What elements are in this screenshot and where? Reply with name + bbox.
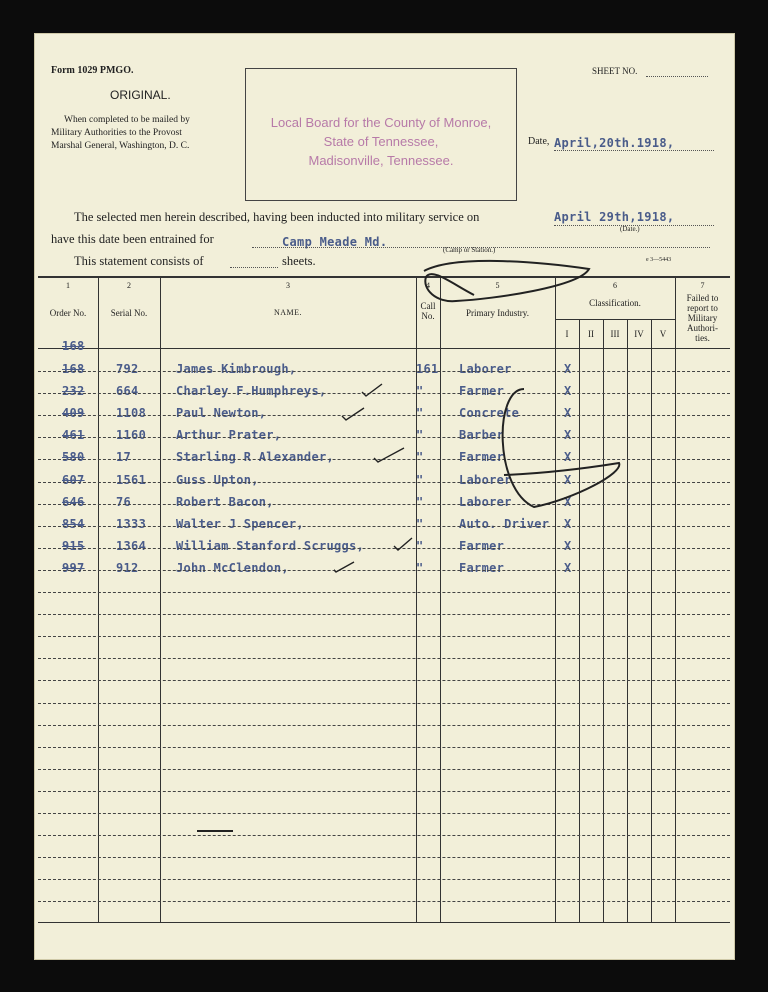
statement-line-1: The selected men herein described, having been inducted into military service on <box>74 210 480 224</box>
row-rule <box>38 879 730 880</box>
header-class-i: I <box>565 329 569 339</box>
classification-i-cell: X <box>564 362 572 376</box>
row-rule <box>38 835 730 836</box>
name-cell: Walter J Spencer, <box>176 516 304 531</box>
row-rule <box>38 747 730 748</box>
primary-industry-cell: Farmer <box>459 450 505 465</box>
col-rule-6d <box>651 319 652 923</box>
call-no-cell: " <box>416 472 424 487</box>
primary-industry-cell: Auto. Driver <box>459 516 550 531</box>
call-no-cell: " <box>416 538 424 553</box>
row-rule <box>38 614 730 615</box>
form-number: Form 1029 PMGO. <box>51 65 134 76</box>
local-board-stamp-box <box>245 68 517 201</box>
check-mark-newton <box>342 408 364 420</box>
name-cell: Guss Upton, <box>176 472 259 487</box>
mail-note-line-3: Marshal General, Washington, D. C. <box>51 141 190 151</box>
header-order-no: Order No. <box>49 308 87 318</box>
form-sheet <box>34 33 735 960</box>
primary-industry-cell: Concrete <box>459 406 520 421</box>
header-class-ii: II <box>588 329 594 339</box>
check-marks <box>334 378 424 578</box>
serial-no-cell: 1333 <box>116 516 147 531</box>
order-no-cell: 461 <box>62 428 85 443</box>
row-rule <box>38 857 730 858</box>
row-rule <box>38 901 730 902</box>
camp-caption: (Camp or Station.) <box>443 246 496 254</box>
ink-dash-mark <box>197 830 233 832</box>
col-number-1: 1 <box>66 281 70 290</box>
print-code: e 3—5443 <box>646 257 672 263</box>
handwritten-scribble <box>414 259 634 519</box>
primary-industry-cell: Farmer <box>459 538 505 553</box>
header-serial-no: Serial No. <box>110 308 148 318</box>
order-no-cell: 580 <box>62 450 85 465</box>
date-value: April,20th.1918, <box>554 136 675 150</box>
call-no-cell: " <box>416 406 424 421</box>
check-mark-humphreys <box>362 384 382 396</box>
classification-i-cell: X <box>564 538 572 553</box>
primary-industry-cell: Farmer <box>459 384 505 399</box>
header-failed-3: Military <box>687 313 718 323</box>
header-failed-5: ties. <box>695 333 710 343</box>
header-class-iii: III <box>610 329 620 339</box>
col-number-7: 7 <box>700 281 705 290</box>
row-rule <box>38 791 730 792</box>
header-failed-2: report to <box>687 303 718 313</box>
header-name: NAME. <box>273 308 303 317</box>
call-no-cell: " <box>416 450 424 465</box>
serial-no-cell: 1561 <box>116 472 147 487</box>
order-no-cell: 607 <box>62 472 85 487</box>
order-no-cell: 646 <box>62 494 85 509</box>
classification-i-cell: X <box>564 516 572 531</box>
call-no-cell: " <box>416 384 424 399</box>
header-class-iv: IV <box>634 329 644 339</box>
serial-no-cell: 1160 <box>116 428 147 443</box>
classification-i-cell: X <box>564 406 572 421</box>
induction-date: April 29th,1918, <box>554 210 675 224</box>
stamp-line-2: State of Tennessee, <box>323 134 439 149</box>
classification-i-cell: X <box>564 450 572 465</box>
sheets-suffix: sheets. <box>282 254 316 268</box>
header-call-no-1: Call <box>420 301 436 311</box>
header-primary-industry: Primary Industry. <box>466 308 529 318</box>
serial-no-cell: 76 <box>116 494 132 509</box>
order-no-cell: 997 <box>62 560 85 575</box>
order-no-cell: 232 <box>62 384 85 399</box>
name-cell: Paul Newton, <box>176 406 267 421</box>
row-rule <box>38 813 730 814</box>
stamp-line-1: Local Board for the County of Monroe, <box>270 115 492 130</box>
date-caption: (Date.) <box>620 225 640 233</box>
order-no-cell: 915 <box>62 538 85 553</box>
mail-note-line-2: Military Authorities to the Provost <box>51 128 182 138</box>
check-mark-alexander <box>374 448 404 462</box>
call-no-cell: " <box>416 494 424 509</box>
header-failed-4: Authori- <box>687 323 718 333</box>
name-cell: Arthur Prater, <box>176 428 282 443</box>
col-number-6: 6 <box>613 281 617 290</box>
col-number-5: 5 <box>495 281 500 290</box>
date-label: Date, <box>528 136 550 147</box>
row-rule <box>38 769 730 770</box>
primary-industry-cell: Laborer <box>459 494 512 509</box>
classification-i-cell: X <box>564 428 572 443</box>
check-mark-scruggs <box>394 538 412 550</box>
order-no-cell: 409 <box>62 406 85 421</box>
row-rule <box>38 658 730 659</box>
classification-i-cell: X <box>564 494 572 509</box>
row-rule <box>38 592 730 593</box>
primary-industry-cell: Laborer <box>459 472 512 487</box>
name-cell: Robert Bacon, <box>176 494 274 509</box>
col-number-2: 2 <box>127 281 131 290</box>
name-cell: Starling R Alexander, <box>176 450 335 465</box>
scribble-loop-top <box>424 261 589 301</box>
entrained-label: have this date been entrained for <box>51 232 214 246</box>
struck-order-number: 168 <box>62 339 85 353</box>
serial-no-cell: 792 <box>116 362 139 376</box>
original-label: ORIGINAL. <box>110 88 171 102</box>
row-rule <box>38 636 730 637</box>
serial-no-cell: 1108 <box>116 406 147 421</box>
date-line <box>554 150 714 151</box>
scribble-loop-bottom <box>503 389 620 507</box>
sheets-count-line <box>230 267 278 268</box>
call-no-cell: 161 <box>416 362 439 376</box>
name-cell: John McClendon, <box>176 560 289 575</box>
classification-i-cell: X <box>564 472 572 487</box>
col-rule-7 <box>675 278 676 923</box>
primary-industry-cell: Laborer <box>459 362 512 376</box>
sheet-number-label: SHEET NO. <box>592 66 638 76</box>
order-no-cell: 168 <box>62 362 85 376</box>
serial-no-cell: 1364 <box>116 538 147 553</box>
col-rule-2 <box>160 278 161 923</box>
order-no-cell: 854 <box>62 516 85 531</box>
col-number-3: 3 <box>286 281 290 290</box>
classification-i-cell: X <box>564 560 572 575</box>
name-cell: William Stanford Scruggs, <box>176 538 365 553</box>
header-failed-1: Failed to <box>686 293 719 303</box>
call-no-cell: " <box>416 428 424 443</box>
col-number-4: 4 <box>426 281 430 290</box>
name-cell: James Kimbrough, <box>176 362 297 376</box>
sheets-label: This statement consists of <box>74 254 204 268</box>
serial-no-cell: 912 <box>116 560 139 575</box>
sheet-number-line <box>646 76 708 77</box>
serial-no-cell: 17 <box>116 450 132 465</box>
name-cell: Charley F.Humphreys, <box>176 384 327 399</box>
classification-i-cell: X <box>564 384 572 399</box>
stamp-line-3: Madisonville, Tennessee. <box>308 153 454 168</box>
primary-industry-cell: Barber <box>459 428 505 443</box>
call-no-cell: " <box>416 560 424 575</box>
camp-destination: Camp Meade Md. <box>282 235 388 249</box>
mail-note-line-1: When completed to be mailed by <box>64 115 190 125</box>
primary-industry-cell: Farmer <box>459 560 505 575</box>
row-rule <box>38 725 730 726</box>
serial-no-cell: 664 <box>116 384 139 399</box>
header-classification: Classification. <box>589 298 641 308</box>
row-rule <box>38 703 730 704</box>
call-no-cell: " <box>416 516 424 531</box>
row-rule <box>38 680 730 681</box>
header-class-v: V <box>659 329 667 339</box>
col-rule-1 <box>98 278 99 923</box>
check-mark-mcclendon <box>334 562 354 572</box>
header-call-no-2: No. <box>421 311 435 321</box>
